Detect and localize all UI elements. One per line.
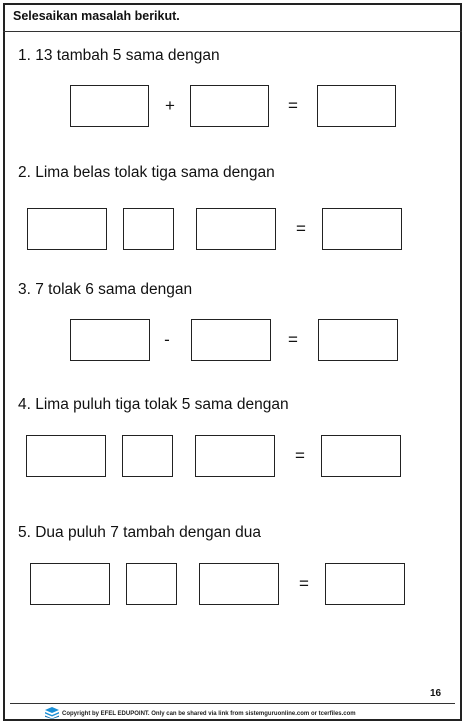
answer-box[interactable] [318, 319, 398, 361]
answer-box[interactable] [321, 435, 401, 477]
answer-box[interactable] [27, 208, 107, 250]
equals-sign: = [295, 446, 305, 465]
plus-sign: + [165, 96, 175, 115]
answer-box[interactable] [195, 435, 275, 477]
answer-box[interactable] [26, 435, 106, 477]
equals-sign: = [296, 219, 306, 238]
stacked-layers-icon [45, 707, 59, 719]
answer-box[interactable] [70, 319, 150, 361]
answer-box[interactable] [30, 563, 110, 605]
answer-box[interactable] [190, 85, 269, 127]
copyright-notice: Copyright by EFEL EDUPOINT. Only can be shared via link from sistemguruonline.com or tcerfiles.com [62, 711, 356, 717]
operator-box[interactable] [122, 435, 173, 477]
equals-sign: = [299, 574, 309, 593]
answer-box[interactable] [70, 85, 149, 127]
equals-sign: = [288, 96, 298, 115]
answer-box[interactable] [322, 208, 402, 250]
equals-sign: = [288, 330, 298, 349]
answer-box[interactable] [191, 319, 271, 361]
question-3-text: 3. 7 tolak 6 sama dengan [18, 281, 193, 298]
question-2-text: 2. Lima belas tolak tiga sama dengan [18, 164, 275, 181]
answer-box[interactable] [325, 563, 405, 605]
answer-box[interactable] [317, 85, 396, 127]
answer-box[interactable] [199, 563, 279, 605]
page-number: 16 [430, 688, 442, 699]
question-1-text: 1. 13 tambah 5 sama dengan [18, 47, 220, 64]
header-divider [3, 31, 462, 32]
footer-divider [10, 703, 455, 704]
operator-box[interactable] [123, 208, 174, 250]
answer-box[interactable] [196, 208, 276, 250]
instruction-title: Selesaikan masalah berikut. [13, 9, 180, 23]
question-5-text: 5. Dua puluh 7 tambah dengan dua [18, 524, 262, 541]
question-4-text: 4. Lima puluh tiga tolak 5 sama dengan [18, 396, 289, 413]
minus-sign: - [164, 330, 170, 349]
operator-box[interactable] [126, 563, 177, 605]
